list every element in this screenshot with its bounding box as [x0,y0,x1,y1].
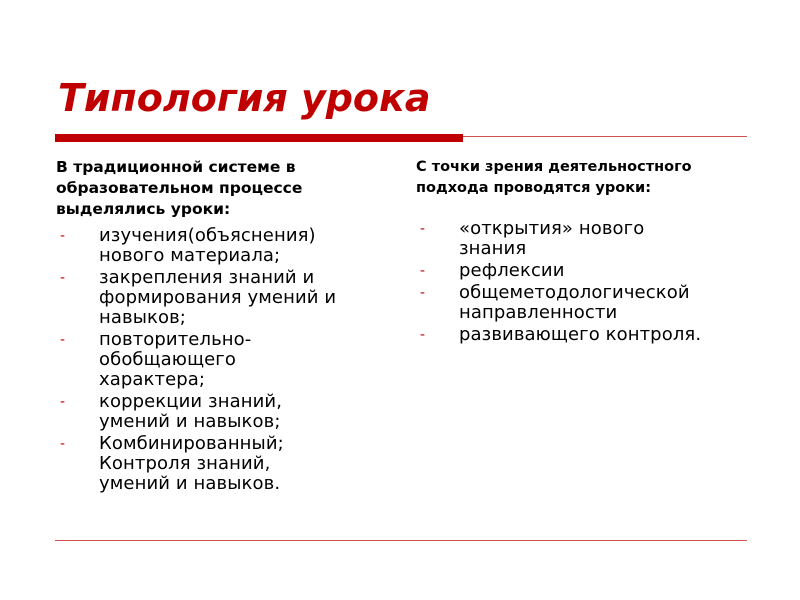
bullet-dash: - [420,221,426,237]
bullet-dash: - [420,285,426,301]
bullet-dash: - [60,436,66,452]
bullet-dash: - [60,394,66,410]
list-item-text: рефлексии [459,260,565,281]
list-item [56,330,396,390]
left-column-list [56,226,396,494]
bottom-rule [55,540,747,541]
right-column-list [416,219,761,345]
list-item [416,261,761,281]
list-item [56,434,396,494]
left-column-heading: В традиционной системе в образовательном процессе выделялись уроки: [56,158,303,218]
bullet-dash: - [60,270,66,286]
list-item-text: общеметодологической направленности [459,282,690,323]
right-column-heading: С точки зрения деятельностного подхода проводятся уроки: [416,159,692,196]
bullet-dash: - [60,228,66,244]
list-item [416,325,761,345]
list-item [56,392,396,432]
bullet-dash: - [60,332,66,348]
title-underline-thick [55,134,463,142]
title-underline-thin [463,136,747,137]
list-item-text: коррекции знаний, умений и навыков; [99,391,283,432]
list-item [416,283,761,323]
list-item-text: изучения(объяснения) нового материала; [99,225,316,266]
list-item-text: Комбинированный; Контроля знаний, умений и навыков. [99,433,284,494]
left-column [56,157,396,496]
list-item-text: развивающего контроля. [459,324,702,345]
list-item [416,219,761,259]
slide-title: Типология урока [58,76,431,120]
list-item [56,226,396,266]
list-item-text: закрепления знаний и формирования умений и навыков; [99,267,337,328]
bullet-dash: - [420,327,426,343]
list-item-text: повторительно- обобщающего характера; [99,329,252,390]
bullet-dash: - [420,263,426,279]
list-item [56,268,396,328]
list-item-text: «открытия» нового знания [459,218,645,259]
right-column [416,157,761,347]
